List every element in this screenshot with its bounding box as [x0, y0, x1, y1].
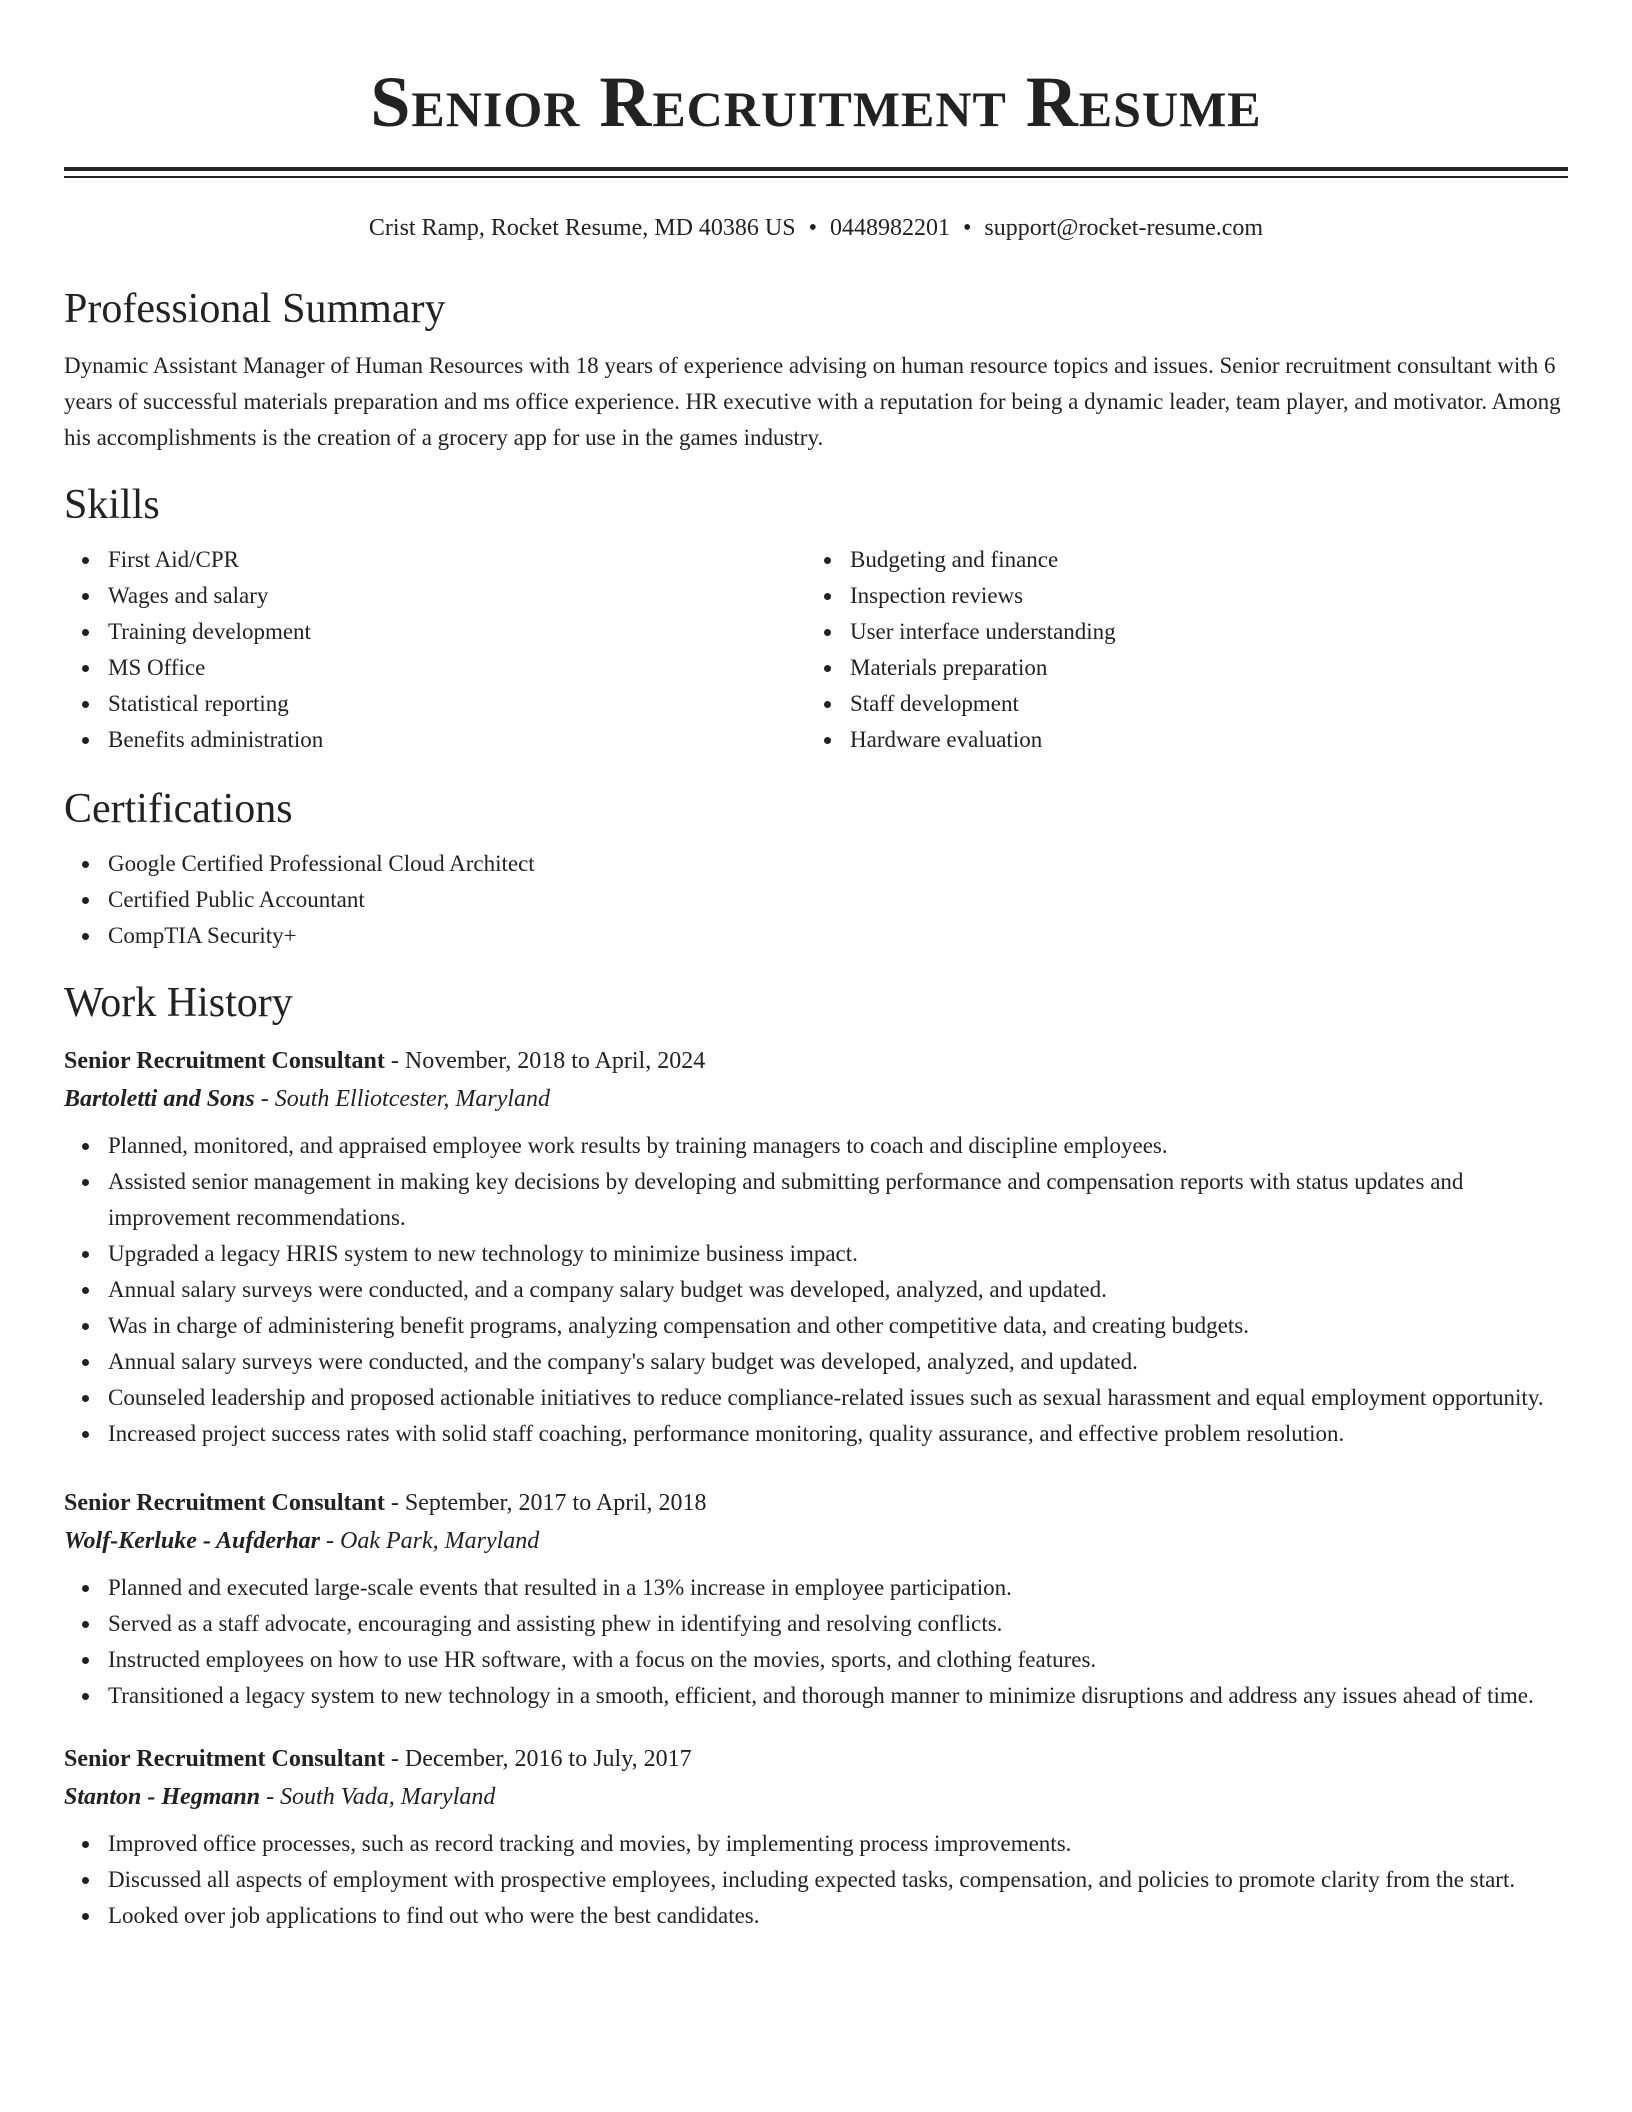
- contact-phone: 0448982201: [829, 215, 950, 241]
- job-location: - South Elliotcester, Maryland: [254, 1086, 551, 1112]
- job-duty: Was in charge of administering benefit programs, analyzing compensation and other competitive data, and creating budgets.: [64, 1308, 1568, 1344]
- skill-item: Budgeting and finance: [806, 542, 1548, 578]
- professional-summary-section: [64, 284, 1568, 456]
- job-duty: Transitioned a legacy system to new technology in a smooth, efficient, and thorough manner to minimize disruptions and address any issues ahead of time.: [64, 1678, 1568, 1714]
- job-role: Senior Recruitment Consultant: [64, 1746, 385, 1772]
- contact-email: support@rocket-resume.com: [984, 215, 1264, 241]
- job-entry: [64, 1740, 1568, 1934]
- resume-title: Senior Recruitment Resume: [370, 62, 1262, 142]
- skills-column-left: [64, 542, 806, 758]
- skill-item: Staff development: [806, 686, 1548, 722]
- job-entry: [64, 1042, 1568, 1452]
- skill-item: Benefits administration: [64, 722, 806, 758]
- skills-section: [64, 480, 1568, 758]
- skill-item: Training development: [64, 614, 806, 650]
- job-employer: [64, 1080, 1568, 1118]
- work-history-section: [64, 978, 1568, 1934]
- job-duty: Upgraded a legacy HRIS system to new technology to minimize business impact.: [64, 1236, 1568, 1272]
- certification-item: CompTIA Security+: [64, 918, 1568, 954]
- job-header: [64, 1042, 1568, 1080]
- job-duty: Annual salary surveys were conducted, and a company salary budget was developed, analyzed, and updated.: [64, 1272, 1568, 1308]
- job-employer: [64, 1778, 1568, 1816]
- contact-separator: •: [962, 215, 972, 241]
- job-dates: - December, 2016 to July, 2017: [384, 1746, 692, 1772]
- job-company: Wolf-Kerluke - Aufderhar: [64, 1528, 321, 1554]
- job-duties-list: [64, 1570, 1568, 1714]
- skills-column-right: [806, 542, 1548, 758]
- job-duty: Increased project success rates with solid staff coaching, performance monitoring, quality assurance, and effective problem resolution.: [64, 1416, 1568, 1452]
- certification-item: Certified Public Accountant: [64, 882, 1568, 918]
- job-duties-list: [64, 1826, 1568, 1934]
- skill-item: MS Office: [64, 650, 806, 686]
- skill-item: Inspection reviews: [806, 578, 1548, 614]
- job-duty: Served as a staff advocate, encouraging and assisting phew in identifying and resolving conflicts.: [64, 1606, 1568, 1642]
- contact-address: Crist Ramp, Rocket Resume, MD 40386 US: [368, 215, 796, 241]
- resume-page: [64, 0, 1568, 1934]
- contact-separator: •: [808, 215, 817, 241]
- job-duty: Discussed all aspects of employment with prospective employees, including expected tasks, compensation, and policies to promote clarity from the start.: [64, 1862, 1568, 1898]
- job-company: Stanton - Hegmann: [64, 1784, 261, 1810]
- job-header: [64, 1740, 1568, 1778]
- job-duty: Annual salary surveys were conducted, and the company's salary budget was developed, analyzed, and updated.: [64, 1344, 1568, 1380]
- job-header: [64, 1484, 1568, 1522]
- section-heading: Certifications: [64, 786, 293, 832]
- job-role: Senior Recruitment Consultant: [64, 1048, 385, 1074]
- contact-line: [64, 212, 1568, 244]
- job-dates: - November, 2018 to April, 2024: [384, 1048, 706, 1074]
- job-duty: Looked over job applications to find out ​​who were ​​the best candidates.: [64, 1898, 1568, 1934]
- job-duty: Planned and executed large-scale events that resulted in a 13% increase in employee participation.: [64, 1570, 1568, 1606]
- job-duty: Instructed employees on how to use HR software, with a focus on the movies, sports, and clothing features.: [64, 1642, 1568, 1678]
- skills-grid: [64, 542, 1568, 758]
- title-divider-thin: [64, 176, 1568, 178]
- skill-item: First Aid/CPR: [64, 542, 806, 578]
- job-dates: - September, 2017 to April, 2018: [384, 1490, 707, 1516]
- summary-text: Dynamic Assistant Manager of Human Resources with 18 years of experience advising on human resource topics and issues. Senior recruitment consultant with 6 years of successful materials preparation and ms office experience. HR executive with a reputation for being a dynamic leader, team player, and motivator. Among his accomplishments is the creation of a grocery app for use in the games industry.: [64, 353, 1561, 450]
- job-location: - South Vada, Maryland: [260, 1784, 496, 1810]
- section-heading: Professional Summary: [64, 286, 446, 332]
- section-heading: Work History: [64, 980, 293, 1026]
- job-duties-list: [64, 1128, 1568, 1452]
- job-employer: [64, 1522, 1568, 1560]
- title-divider-thick: [64, 167, 1568, 171]
- skill-item: User interface understanding: [806, 614, 1548, 650]
- skill-item: Statistical reporting: [64, 686, 806, 722]
- job-duty: Improved office processes, such as record tracking and movies, by implementing process improvements.: [64, 1826, 1568, 1862]
- skill-item: Hardware evaluation: [806, 722, 1548, 758]
- job-entry: [64, 1484, 1568, 1714]
- certifications-list: [64, 846, 1568, 954]
- job-duty: Assisted senior management in making key decisions by developing and submitting performance and compensation reports with status updates and improvement recommendations.: [64, 1164, 1568, 1236]
- job-company: Bartoletti and Sons: [64, 1086, 255, 1112]
- skill-item: Wages and salary: [64, 578, 806, 614]
- job-role: Senior Recruitment Consultant: [64, 1490, 385, 1516]
- certifications-section: [64, 784, 1568, 954]
- job-location: - Oak Park, Maryland: [320, 1528, 540, 1554]
- skill-item: Materials preparation: [806, 650, 1548, 686]
- job-duty: Planned, monitored, and appraised employee work results by training managers to coach and discipline employees.: [64, 1128, 1568, 1164]
- section-heading: Skills: [64, 482, 160, 528]
- certification-item: Google Certified Professional Cloud Architect: [64, 846, 1568, 882]
- job-duty: Counseled leadership and proposed actionable initiatives to reduce compliance-related issues such as sexual harassment and equal employment opportunity.: [64, 1380, 1568, 1416]
